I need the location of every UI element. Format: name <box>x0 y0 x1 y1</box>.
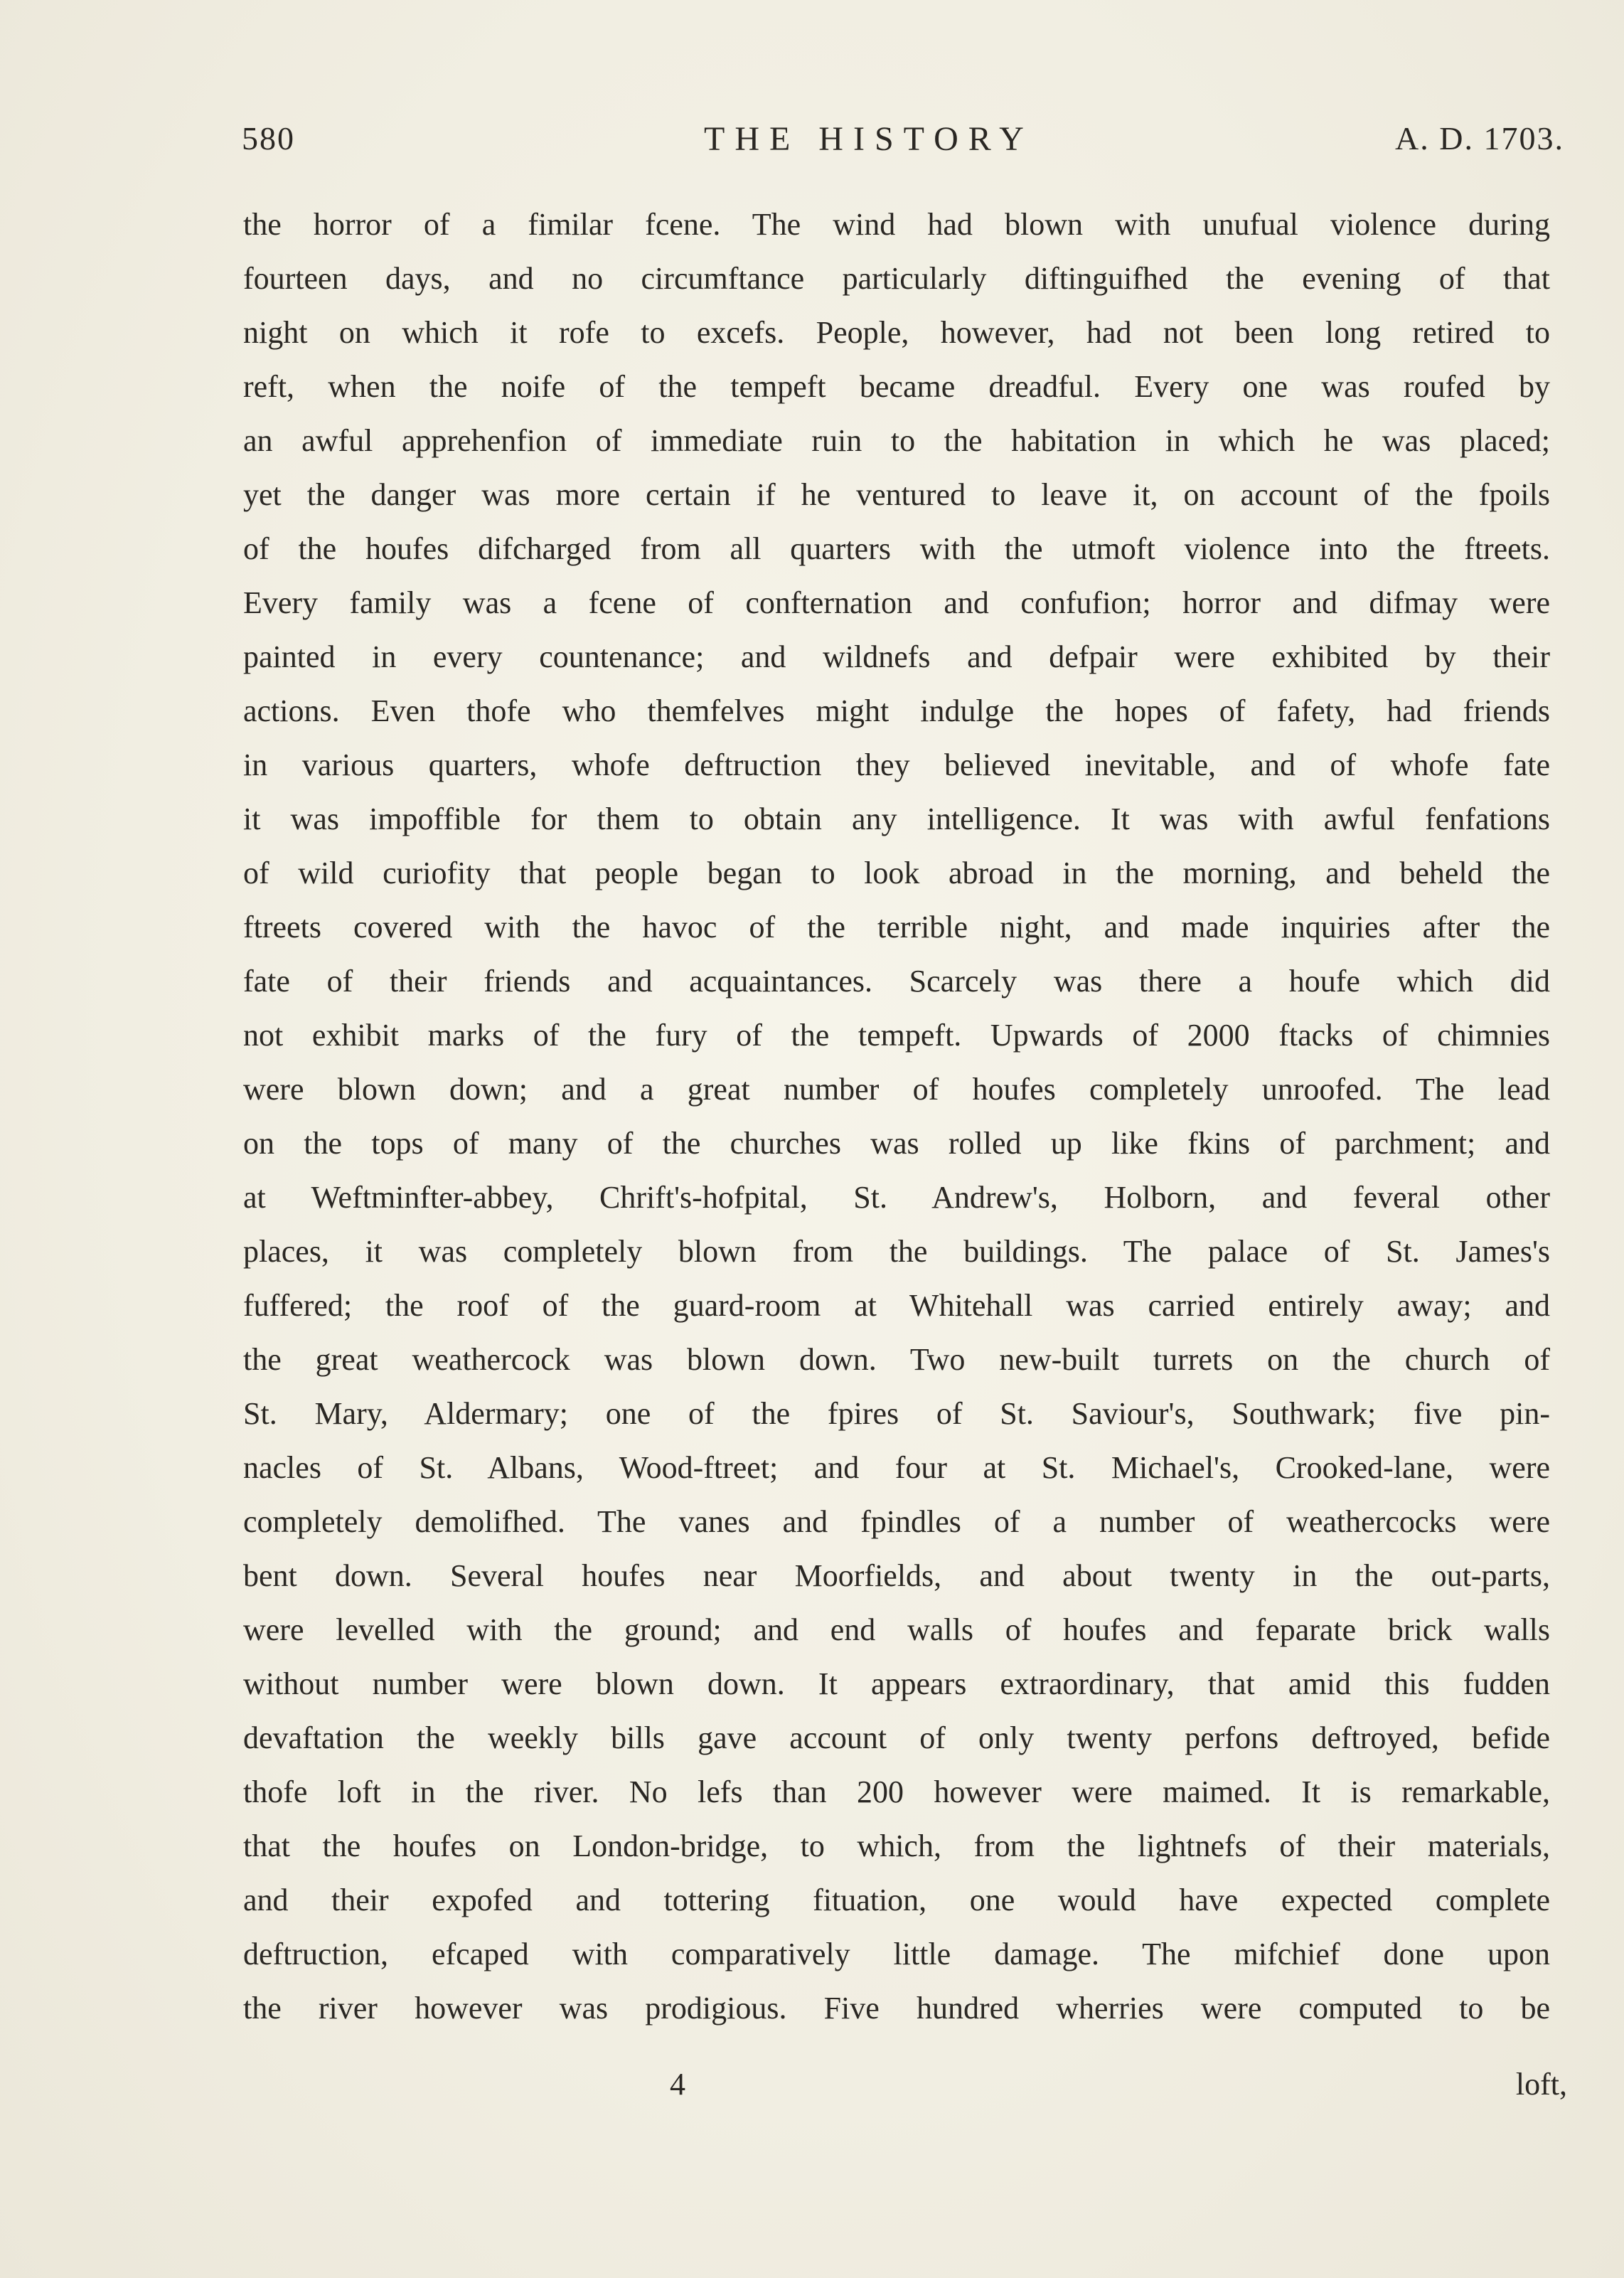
text-line: the great weathercock was blown down. Two new-built turrets on the church of <box>243 1342 1550 1377</box>
running-title: THE HISTORY <box>704 120 1034 158</box>
text-line: actions. Even thofe who themfelves might indulge the hopes of fafety, had friends <box>243 693 1550 728</box>
text-line: the horror of a fimilar fcene. The wind had blown with unufual violence during <box>243 207 1550 242</box>
signature-mark: 4 <box>670 2067 685 2102</box>
text-line: an awful apprehenfion of immediate ruin to the habitation in which he was placed; <box>243 423 1550 458</box>
catchword: loft, <box>1515 2067 1567 2102</box>
text-line: not exhibit marks of the fury of the tempeft. Upwards of 2000 ftacks of chimnies <box>243 1018 1550 1053</box>
text-line: were levelled with the ground; and end walls of houfes and feparate brick walls <box>243 1612 1550 1647</box>
text-line: of the houfes difcharged from all quarters with the utmoft violence into the ftreets. <box>243 531 1550 566</box>
text-line: fuffered; the roof of the guard-room at Whitehall was carried entirely away; and <box>243 1288 1550 1323</box>
text-line: in various quarters, whofe deftruction they believed inevitable, and of whofe fate <box>243 747 1550 782</box>
page-footer <box>243 2066 1567 2116</box>
text-line: yet the danger was more certain if he ventured to leave it, on account of the fpoils <box>243 477 1550 512</box>
text-line: night on which it rofe to excefs. People, however, had not been long retired to <box>243 315 1550 350</box>
text-line: ftreets covered with the havoc of the terrible night, and made inquiries after the <box>243 910 1550 944</box>
text-line: the river however was prodigious. Five hundred wherries were computed to be <box>243 1991 1550 2026</box>
page-header <box>242 119 1564 169</box>
text-line: without number were blown down. It appears extraordinary, that amid this fudden <box>243 1666 1550 1701</box>
text-line: St. Mary, Aldermary; one of the fpires of St. Saviour's, Southwark; five pin- <box>243 1396 1550 1431</box>
text-line: places, it was completely blown from the buildings. The palace of St. James's <box>243 1234 1550 1269</box>
text-line: nacles of St. Albans, Wood-ftreet; and four at St. Michael's, Crooked-lane, were <box>243 1450 1550 1485</box>
running-date: A. D. 1703. <box>1395 120 1564 156</box>
text-line: fate of their friends and acquaintances. Scarcely was there a houfe which did <box>243 964 1550 999</box>
page-number: 580 <box>242 120 295 156</box>
text-line: painted in every countenance; and wildnefs and defpair were exhibited by their <box>243 639 1550 674</box>
text-line: completely demolifhed. The vanes and fpindles of a number of weathercocks were <box>243 1504 1550 1539</box>
text-line: Every family was a fcene of confternation and confufion; horror and difmay were <box>243 585 1550 620</box>
text-line: of wild curiofity that people began to look abroad in the morning, and beheld the <box>243 856 1550 890</box>
text-line: that the houfes on London-bridge, to which, from the lightnefs of their materials, <box>243 1829 1550 1863</box>
text-line: bent down. Several houfes near Moorfields, and about twenty in the out-parts, <box>243 1558 1550 1593</box>
body-text <box>243 198 1550 2035</box>
text-line: thofe loft in the river. No lefs than 200 however were maimed. It is remarkable, <box>243 1774 1550 1809</box>
text-line: fourteen days, and no circumftance particularly diftinguifhed the evening of that <box>243 261 1550 296</box>
text-line: reft, when the noife of the tempeft became dreadful. Every one was roufed by <box>243 369 1550 404</box>
text-line: deftruction, efcaped with comparatively little damage. The mifchief done upon <box>243 1937 1550 1971</box>
text-line: were blown down; and a great number of houfes completely unroofed. The lead <box>243 1072 1550 1107</box>
text-line: and their expofed and tottering fituation, one would have expected complete <box>243 1883 1550 1917</box>
text-line: on the tops of many of the churches was rolled up like fkins of parchment; and <box>243 1126 1550 1161</box>
text-line: devaftation the weekly bills gave account of only twenty perfons deftroyed, befide <box>243 1720 1550 1755</box>
text-line: it was impoffible for them to obtain any intelligence. It was with awful fenfations <box>243 802 1550 836</box>
text-line: at Weftminfter-abbey, Chrift's-hofpital, St. Andrew's, Holborn, and feveral other <box>243 1180 1550 1215</box>
